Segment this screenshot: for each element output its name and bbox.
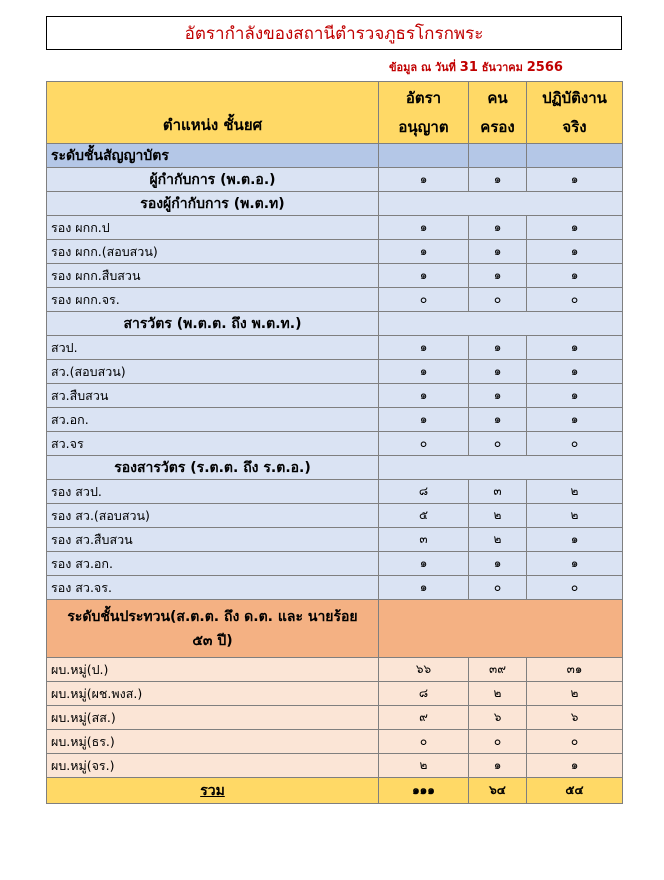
count-cell: ๑	[379, 576, 469, 600]
position-cell: รอง สว.จร.	[47, 576, 379, 600]
table-row	[47, 432, 623, 456]
table-row	[47, 384, 623, 408]
count-cell: ๒	[527, 682, 623, 706]
position-cell: รอง สว.(สอบสวน)	[47, 504, 379, 528]
position-cell: รอง ผกก.จร.	[47, 288, 379, 312]
count-cell: ๐	[527, 730, 623, 754]
count-cell: ๑	[469, 240, 527, 264]
count-cell: ๐	[469, 730, 527, 754]
count-cell: ๑	[469, 216, 527, 240]
table-row	[47, 480, 623, 504]
count-cell: ๑	[527, 552, 623, 576]
count-cell: ๑	[469, 552, 527, 576]
group-deputy-commander: รองผู้กำกับการ (พ.ต.ท)	[47, 192, 623, 216]
section-commissioned: ระดับชั้นสัญญาบัตร	[47, 144, 623, 168]
count-cell: ๑	[469, 384, 527, 408]
count-cell: ๑	[379, 384, 469, 408]
count-cell: ๐	[379, 432, 469, 456]
count-cell: ๑	[379, 264, 469, 288]
count-cell: ๑	[527, 240, 623, 264]
count-cell: ๓๑	[527, 658, 623, 682]
position-cell: ผบ.หมู่(จร.)	[47, 754, 379, 778]
count-cell: ๓๙	[469, 658, 527, 682]
count-cell: ๑	[469, 168, 527, 192]
count-cell: ๑	[527, 336, 623, 360]
count-cell: ๐	[469, 288, 527, 312]
table-row	[47, 706, 623, 730]
count-cell: ๘	[379, 682, 469, 706]
header-row	[47, 82, 623, 144]
position-cell: รอง ผกก.(สอบสวน)	[47, 240, 379, 264]
count-cell: ๑	[379, 360, 469, 384]
position-cell: รอง สว.อก.	[47, 552, 379, 576]
position-cell: สวป.	[47, 336, 379, 360]
count-cell: ๐	[527, 432, 623, 456]
table-row	[47, 264, 623, 288]
position-cell: ผบ.หมู่(ผช.พงส.)	[47, 682, 379, 706]
position-cell: ผบ.หมู่(สส.)	[47, 706, 379, 730]
table-row	[47, 682, 623, 706]
table-row	[47, 336, 623, 360]
position-cell: รอง สวป.	[47, 480, 379, 504]
count-cell: ๒	[527, 504, 623, 528]
page-title: อัตรากำลังของสถานีตำรวจภูธรโกรกพระ	[46, 16, 622, 50]
count-cell: ๑	[527, 168, 623, 192]
table-row	[47, 754, 623, 778]
count-cell: ๑	[469, 408, 527, 432]
count-cell: ๕	[379, 504, 469, 528]
count-cell: ๖	[527, 706, 623, 730]
count-cell: ๑	[469, 264, 527, 288]
count-cell: ๑	[379, 216, 469, 240]
manpower-table	[46, 81, 623, 804]
table-row	[47, 216, 623, 240]
position-cell: รอง สว.สืบสวน	[47, 528, 379, 552]
position-cell: สว.จร	[47, 432, 379, 456]
table-row	[47, 730, 623, 754]
count-cell: ๒	[527, 480, 623, 504]
header-position: ตำแหน่ง ชั้นยศ	[47, 82, 379, 144]
count-cell: ๘	[379, 480, 469, 504]
count-cell: ๑	[527, 216, 623, 240]
table-row	[47, 576, 623, 600]
count-cell: ๖๖	[379, 658, 469, 682]
header-allowed: อัตรา อนุญาต	[379, 82, 469, 144]
count-cell: ๒	[469, 504, 527, 528]
count-cell: ๑	[469, 754, 527, 778]
count-cell: ๑	[379, 336, 469, 360]
count-cell: ๐	[379, 288, 469, 312]
count-cell: ๑	[527, 528, 623, 552]
count-cell: ๑	[379, 168, 469, 192]
count-cell: ๑	[379, 408, 469, 432]
position-cell: สว.สืบสวน	[47, 384, 379, 408]
count-cell: ๑	[527, 408, 623, 432]
position-cell: สว.(สอบสวน)	[47, 360, 379, 384]
count-cell: ๒	[469, 528, 527, 552]
count-cell: ๑	[379, 240, 469, 264]
section-nco: ระดับชั้นประทวน(ส.ต.ต. ถึง ด.ต. และ นายร้อย ๕๓ ปี)	[47, 600, 623, 658]
count-cell: ๑	[379, 552, 469, 576]
table-row	[47, 658, 623, 682]
data-date: ข้อมูล ณ วันที่ 31 ธันวาคม 2566	[389, 60, 563, 75]
table-row	[47, 288, 623, 312]
count-cell: ๐	[379, 730, 469, 754]
table-row	[47, 360, 623, 384]
count-cell: ๐	[469, 576, 527, 600]
position-cell: ผู้กำกับการ (พ.ต.อ.)	[47, 168, 379, 192]
table-row	[47, 240, 623, 264]
position-cell: ผบ.หมู่(ป.)	[47, 658, 379, 682]
count-cell: ๑	[469, 360, 527, 384]
count-cell: ๐	[527, 576, 623, 600]
header-actual: ปฏิบัติงาน จริง	[527, 82, 623, 144]
table-row	[47, 528, 623, 552]
count-cell: ๒	[469, 682, 527, 706]
table-row	[47, 552, 623, 576]
position-cell: รอง ผกก.สืบสวน	[47, 264, 379, 288]
count-cell: ๑	[469, 336, 527, 360]
position-cell: ผบ.หมู่(ธร.)	[47, 730, 379, 754]
count-cell: ๑	[527, 754, 623, 778]
count-cell: ๑	[527, 384, 623, 408]
count-cell: ๐	[469, 432, 527, 456]
table-row	[47, 168, 623, 192]
count-cell: ๓	[379, 528, 469, 552]
count-cell: ๒	[379, 754, 469, 778]
position-cell: รอง ผกก.ป	[47, 216, 379, 240]
group-sub-inspector: รองสารวัตร (ร.ต.ต. ถึง ร.ต.อ.)	[47, 456, 623, 480]
header-filled: คน ครอง	[469, 82, 527, 144]
count-cell: ๐	[527, 288, 623, 312]
count-cell: ๑	[527, 264, 623, 288]
count-cell: ๖	[469, 706, 527, 730]
count-cell: ๓	[469, 480, 527, 504]
group-inspector: สารวัตร (พ.ต.ต. ถึง พ.ต.ท.)	[47, 312, 623, 336]
total-row: รวม ๑๑๑ ๖๔ ๕๔	[47, 778, 623, 804]
count-cell: ๙	[379, 706, 469, 730]
table-row	[47, 408, 623, 432]
position-cell: สว.อก.	[47, 408, 379, 432]
count-cell: ๑	[527, 360, 623, 384]
table-row	[47, 504, 623, 528]
